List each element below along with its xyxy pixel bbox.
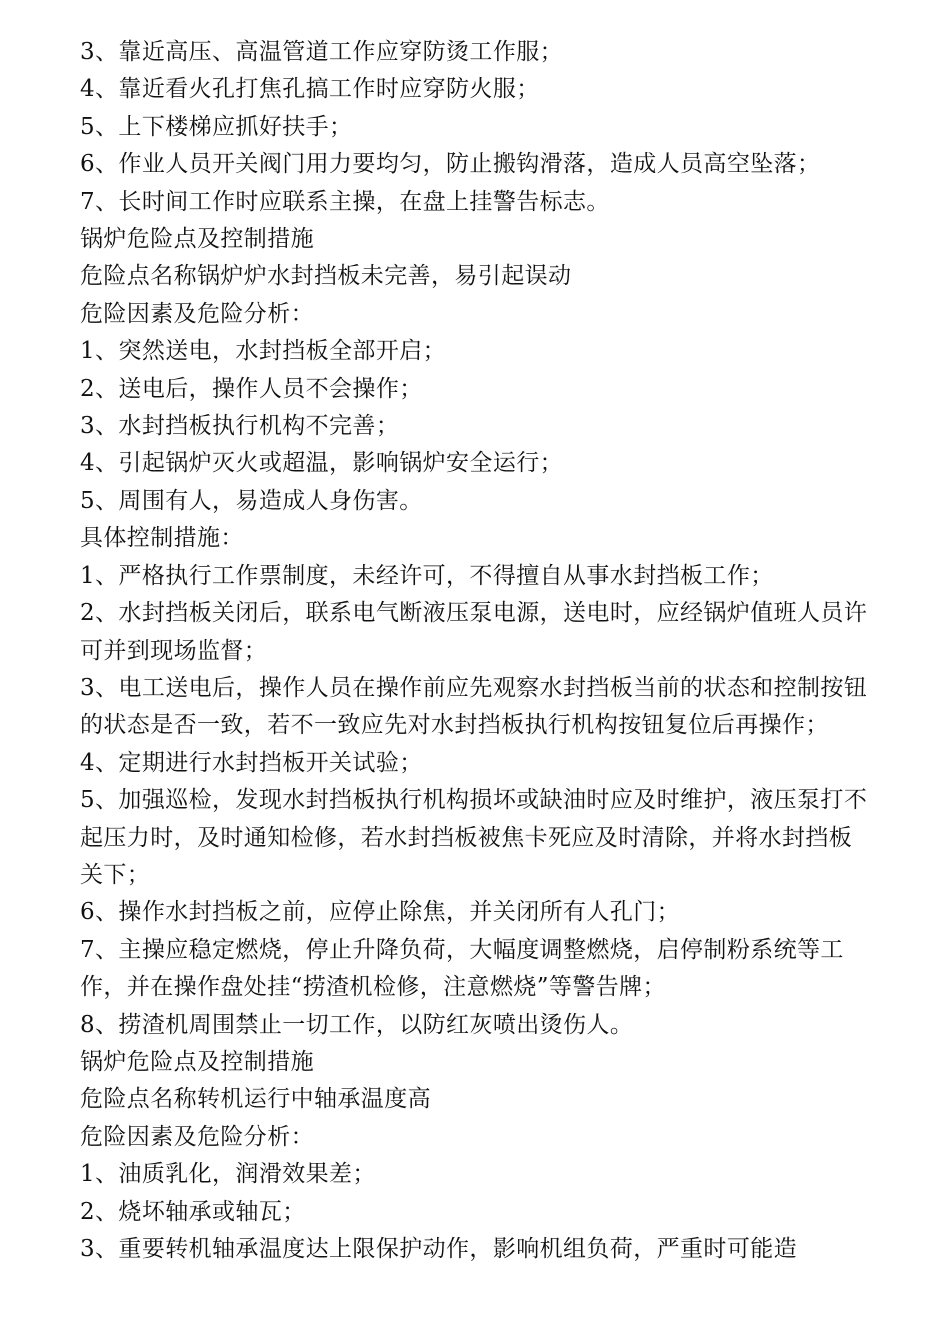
subsection-heading: 具体控制措施： xyxy=(80,525,244,552)
text-line: 3、靠近高压、高温管道工作应穿防烫工作服； xyxy=(80,39,564,65)
text-line: 6、操作水封挡板之前，应停止除焦，并关闭所有人孔门； xyxy=(80,899,681,926)
text-line: 4、靠近看火孔打焦孔搞工作时应穿防火服； xyxy=(80,76,540,103)
text-line: 6、作业人员开关阀门用力要均匀，防止搬钩滑落，造成人员高空坠落； xyxy=(80,151,821,178)
document-body xyxy=(80,34,872,1268)
hazard-name: 危险点名称锅炉炉水封挡板未完善，易引起误动 xyxy=(80,263,572,290)
section-heading: 锅炉危险点及控制措施 xyxy=(80,1048,314,1075)
subsection-heading: 危险因素及危险分析： xyxy=(80,1123,314,1150)
text-line: 7、主操应稳定燃烧，停止升降负荷，大幅度调整燃烧，启停制粉系统等工作，并在操作盘处挂“捞渣机检修，注意燃烧”等警告牌； xyxy=(80,936,844,1001)
text-line: 5、上下楼梯应抓好扶手； xyxy=(80,113,353,140)
text-line: 3、水封挡板执行机构不完善； xyxy=(80,413,400,440)
text-line: 2、送电后，操作人员不会操作； xyxy=(80,375,423,402)
text-line: 7、长时间工作时应联系主操，在盘上挂警告标志。 xyxy=(80,188,610,215)
text-line: 3、重要转机轴承温度达上限保护动作，影响机组负荷，严重时可能造 xyxy=(80,1236,798,1262)
text-line: 1、突然送电，水封挡板全部开启； xyxy=(80,338,447,365)
hazard-name: 危险点名称转机运行中轴承温度高 xyxy=(80,1086,431,1113)
text-line: 1、油质乳化，润滑效果差； xyxy=(80,1161,376,1188)
text-line: 5、加强巡检，发现水封挡板执行机构损坏或缺油时应及时维护，液压泵打不起压力时，及时通知检修，若水封挡板被焦卡死应及时清除，并将水封挡板关下； xyxy=(80,787,868,888)
text-line: 3、电工送电后，操作人员在操作前应先观察水封挡板当前的状态和控制按钮的状态是否一致，若不一致应先对水封挡板执行机构按钮复位后再操作； xyxy=(80,674,868,739)
text-line: 4、定期进行水封挡板开关试验； xyxy=(80,749,423,776)
text-line: 2、烧坏轴承或轴瓦； xyxy=(80,1198,306,1225)
text-line: 5、周围有人，易造成人身伤害。 xyxy=(80,487,423,514)
text-line: 1、严格执行工作票制度，未经许可，不得擅自从事水封挡板工作； xyxy=(80,562,774,589)
text-line: 2、水封挡板关闭后，联系电气断液压泵电源，送电时，应经锅炉值班人员许可并到现场监督； xyxy=(80,600,868,664)
text-line: 4、引起锅炉灭火或超温，影响锅炉安全运行； xyxy=(80,450,564,477)
text-line: 8、捞渣机周围禁止一切工作，以防红灰喷出烫伤人。 xyxy=(80,1011,634,1038)
section-heading: 锅炉危险点及控制措施 xyxy=(80,226,314,253)
subsection-heading: 危险因素及危险分析： xyxy=(80,300,314,327)
